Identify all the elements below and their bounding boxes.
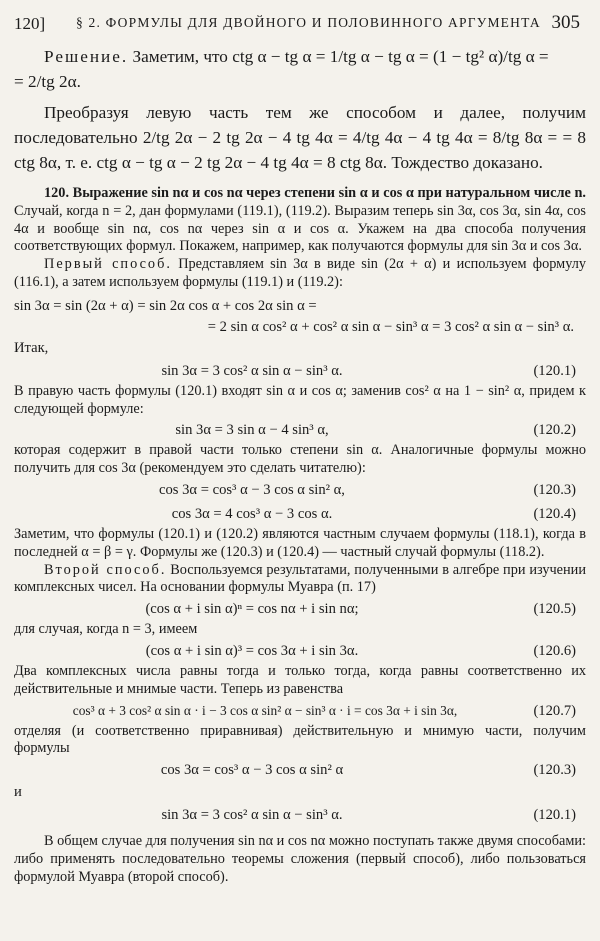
equation-120-5 [14, 597, 586, 621]
running-title: § 2. ФОРМУЛЫ ДЛЯ ДВОЙНОГО И ПОЛОВИННОГО АРГУМЕНТА [76, 15, 541, 30]
equation-number: (120.5) [533, 601, 576, 618]
equation-120-6 [14, 639, 586, 663]
right-side-paragraph: В правую часть формулы (120.1) входят sin α и cos α; заменив cos² α на 1 − sin² α, придем к следующей формуле: [14, 382, 586, 417]
note-paragraph: Заметим, что формулы (120.1) и (120.2) являются частным случаем формулы (118.1), когда в последней α = β = γ. Формулы же (120.3) и (120.4) — частный случай формулы (118.2). [14, 525, 586, 560]
solution-line-1: Заметим, что ctg α − tg α = 1/tg α − tg α = (1 − tg² α)/tg α = [132, 47, 549, 66]
derivation-line-1: sin 3α = sin (2α + α) = sin 2α cos α + cos 2α sin α = [14, 297, 317, 314]
solution-label: Решение. [44, 47, 129, 66]
and-word: и [14, 784, 22, 801]
section-heading: Выражение sin nα и cos nα через степени sin α и cos α при натуральном числе n. [72, 185, 586, 201]
page-header [14, 8, 586, 34]
solution-paragraph [14, 44, 586, 69]
general-case-paragraph: В общем случае для получения sin nα и cos nα можно поступать также двумя способами: либо применять последовательно теоремы сложения (первый способ), либо пользоваться формулой Муавра (второй способ). [14, 833, 586, 885]
solution-line-2: = 2/tg 2α. [14, 72, 81, 91]
equation-formula: cos 3α = cos³ α − 3 cos α sin² α [160, 762, 344, 779]
equation-120-3 [14, 478, 586, 502]
equation-formula: cos³ α + 3 cos² α sin α · i − 3 cos α sin² α − sin³ α · i = cos 3α + i sin 3α, [72, 702, 458, 718]
page-number: 305 [551, 12, 580, 33]
method-1-paragraph [14, 256, 586, 292]
contains-paragraph: которая содержит в правой части только степени sin α. Аналогичные формулы можно получить для cos 3α (рекомендуем это сделать читателю): [14, 442, 586, 477]
equation-formula: (cos α + i sin α)³ = cos 3α + i sin 3α. [145, 642, 359, 659]
equation-120-4 [14, 502, 586, 526]
equation-formula: sin 3α = 3 cos² α sin α − sin³ α. [161, 807, 343, 824]
equation-final-120-3 [14, 758, 586, 782]
method-2-paragraph [14, 562, 586, 598]
equation-number: (120.4) [533, 505, 576, 522]
method-2-label: Второй способ. [44, 561, 167, 578]
equation-number: (120.3) [533, 481, 576, 498]
equation-120-1 [14, 359, 586, 383]
equation-number: (120.6) [533, 642, 576, 659]
equation-formula: cos 3α = cos³ α − 3 cos α sin² α, [159, 481, 345, 498]
equation-formula: sin 3α = 3 sin α − 4 sin³ α, [175, 422, 329, 439]
section-intro-text: Случай, когда n = 2, дан формулами (119.1), (119.2). Выразим теперь sin 3α, cos 3α, sin 4α, cos 4α и вообще sin nα, cos nα через sin α и cos α. Укажем на два способа получения соответствующих формул. Покажем, например, как получаются формулы для sin 3α и cos 3α. [14, 202, 586, 255]
section-number: 120. [44, 185, 70, 201]
equation-number: (120.2) [533, 422, 576, 439]
equation-formula: cos 3α = 4 cos³ α − 3 cos α. [171, 505, 333, 522]
equation-final-120-1 [14, 803, 586, 827]
for-case-line: для случая, когда n = 3, имеем [14, 621, 198, 638]
equation-number: (120.7) [533, 702, 576, 719]
equation-120-2 [14, 418, 586, 442]
method-1-label: Первый способ. [44, 256, 172, 273]
method-1-text: Представляем sin 3α в виде sin (2α + α) и используем формулу (116.1), а затем используем формулы (119.1) и (119.2): [14, 256, 587, 290]
equation-formula: sin 3α = 3 cos² α sin α − sin³ α. [161, 362, 343, 379]
section-120-intro [14, 185, 586, 256]
equation-120-7 [14, 699, 586, 723]
complex-paragraph: Два комплексных числа равны тогда и только тогда, когда равны соответственно их действительные и мнимые части. Теперь из равенства [14, 662, 586, 697]
transform-paragraph: Преобразуя левую часть тем же способом и далее, получим последовательно 2/tg 2α − 2 tg 2α − 4 tg 4α = 4/tg 4α − 4 tg 4α = 8/tg 8α = = 8 ctg 8α, т. е. ctg α − tg α − 2 tg 2α − 4 tg 4α = 8 ctg 8α. Тождество доказано. [14, 103, 586, 172]
equation-number: (120.3) [533, 762, 576, 779]
section-marker: 120] [14, 14, 46, 33]
equation-number: (120.1) [533, 807, 576, 824]
method-2-text: Воспользуемся результатами, полученными в алгебре при изучении комплексных чисел. На основании формулы Муавра (п. 17) [14, 561, 586, 596]
equation-number: (120.1) [533, 362, 576, 379]
separating-paragraph: отделяя (и соответственно приравнивая) действительную и мнимую части, получим формулы [14, 722, 586, 757]
equation-formula: (cos α + i sin α)ⁿ = cos nα + i sin nα; [145, 601, 359, 618]
derivation-line-2: = 2 sin α cos² α + cos² α sin α − sin³ α = 3 cos² α sin α − sin³ α. [207, 318, 574, 335]
itak-word: Итак, [14, 339, 49, 356]
